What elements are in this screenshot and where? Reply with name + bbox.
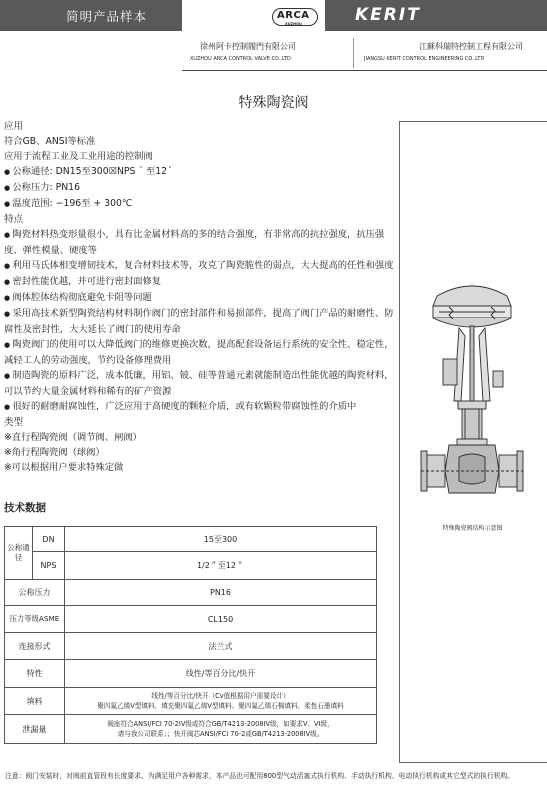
type-item: ※ 直行程陶瓷阀（调节阀、闸阀） bbox=[4, 430, 394, 445]
specs-title: 技术数据 bbox=[4, 502, 46, 514]
application-bullet: ● 温度范围: −196至 + 300℃ bbox=[4, 196, 394, 212]
table-row bbox=[5, 552, 377, 580]
application-bullet: ● 公称通径: DN15至300☒NPS ´ 至12´ bbox=[4, 164, 394, 180]
footnote: 注意：阀门安装时，对阀前直管段有长度要求。为满足用户各种需求，本产品也可配用800型气动活塞式执行机构、手动执行机构、电动执行机构或其它型式的执行机构。 bbox=[5, 772, 515, 780]
application-heading: 应用 bbox=[4, 121, 24, 132]
table-cell: 线性/等百分比/快开 bbox=[65, 660, 377, 688]
table-cell: 填料 bbox=[5, 688, 65, 715]
table-cell: 1/2＂至12＂ bbox=[65, 552, 377, 580]
feature-item: ● 很好的耐磨耐腐蚀性，广泛应用于高硬度的颗粒介质，或有软颗粒带腐蚀性的介质中 bbox=[4, 399, 394, 415]
packing-line: 线性/等百分比/快开（Cv值根据用户需要设计） bbox=[151, 692, 290, 700]
arca-company-name: 徐州阿卡控制閥門有限公司 bbox=[200, 42, 296, 51]
specs-table bbox=[4, 526, 377, 744]
feature-item: ● 利用马氏体相变增韧技术，复合材料技术等，攻克了陶瓷脆性的弱点，大大提高的任性和强度 bbox=[4, 258, 394, 274]
table-row bbox=[5, 688, 377, 715]
arca-logo-text: ARCA bbox=[277, 10, 310, 21]
header-rule bbox=[182, 70, 547, 71]
kerit-logo: KERIT bbox=[355, 5, 421, 25]
leakage-line: 阀座符合ANSI/FCI 70-2IV级或符合GB/T4213-2008IV级，如要求V、VI级， bbox=[107, 720, 334, 728]
table-cell: 公称通径 bbox=[5, 527, 33, 580]
application-line: 应用于流程工业及工业用途的控制阀 bbox=[4, 151, 153, 162]
valve-drawing bbox=[399, 121, 546, 521]
feature-item: ● 制造陶瓷的原料广泛，成本低廉，用铝、铍、硅等普通元素就能制造出性能优越的陶瓷材料，可以节约大量金属材料和稀有的矿产资源 bbox=[4, 368, 394, 399]
table-cell: 法兰式 bbox=[65, 633, 377, 660]
application-line: 符合GB、ANSI等标准 bbox=[4, 136, 96, 147]
kerit-company-name: 江蘇科瑞特控制工程有限公司 bbox=[419, 42, 523, 51]
types-heading: 类型 bbox=[4, 417, 24, 428]
feature-item: ● 陶瓷阀门的使用可以大降低阀门的维修更换次数，提高配套设备运行系统的安全性、稳定性，减轻工人的劳动强度，节约设备修理费用 bbox=[4, 337, 394, 368]
table-row bbox=[5, 527, 377, 552]
figure-caption: 特殊陶瓷阀结构示意图 bbox=[442, 525, 503, 532]
table-row bbox=[5, 580, 377, 606]
arca-company-name-en: XUZHOU ARCA CONTROL VALVE CO.,LTD bbox=[190, 56, 291, 62]
table-row bbox=[5, 715, 377, 744]
feature-item: ● 密封性能优越，并可进行密封面修复 bbox=[4, 274, 394, 290]
arca-logo-subtext: XUZHOU bbox=[285, 22, 302, 26]
table-cell: 连接形式 bbox=[5, 633, 65, 660]
table-cell: PN16 bbox=[65, 580, 377, 606]
table-cell: CL150 bbox=[65, 606, 377, 633]
body-text bbox=[4, 119, 394, 475]
table-cell bbox=[65, 715, 377, 744]
table-row bbox=[5, 633, 377, 660]
table-cell: NPS bbox=[33, 552, 65, 580]
packing-line: 聚四氟乙烯V型填料、填充聚四氟乙烯V型填料、聚四氟乙烯石棉填料、柔性石墨填料 bbox=[97, 702, 344, 710]
catalog-title: 简明产品样本 bbox=[66, 9, 148, 24]
table-cell bbox=[65, 688, 377, 715]
table-cell: 公称压力 bbox=[5, 580, 65, 606]
table-cell: DN bbox=[33, 527, 65, 552]
table-cell: 特性 bbox=[5, 660, 65, 688]
type-item: ※ 可以根据用户要求特殊定做 bbox=[4, 460, 394, 475]
leakage-line: 请与我公司联系；；快开阀芯ANSI/FCI 70-2或GB/T4213-2008IV级。 bbox=[117, 730, 324, 738]
feature-item: ● 阀体腔体结构彻底避免卡阻等问题 bbox=[4, 290, 394, 306]
type-item: ※ 角行程陶瓷阀（球阀） bbox=[4, 445, 394, 460]
table-cell: 压力等级ASME bbox=[5, 606, 65, 633]
company-divider bbox=[353, 38, 354, 68]
table-cell: 泄漏量 bbox=[5, 715, 65, 744]
feature-item: ● 陶瓷材料热变形量很小，具有比金属材料高的多的结合强度，有非常高的抗拉强度，抗压强度、弹性模量、硬度等 bbox=[4, 227, 394, 258]
feature-item: ● 采用高技术新型陶瓷结构材料制作阀门的密封部件和易损部件，提高了阀门产品的耐磨性、防腐性及密封性，大大延长了阀门的使用寿命 bbox=[4, 306, 394, 337]
table-cell: 15至300 bbox=[65, 527, 377, 552]
application-bullet: ● 公称压力: PN16 bbox=[4, 180, 394, 196]
page-title: 特殊陶瓷阀 bbox=[238, 95, 309, 111]
table-row bbox=[5, 606, 377, 633]
features-heading: 特点 bbox=[4, 214, 24, 225]
table-row bbox=[5, 660, 377, 688]
kerit-company-name-en: JIANGSU KERIT CONTROL ENGINEERING CO.,LTD bbox=[364, 56, 485, 62]
